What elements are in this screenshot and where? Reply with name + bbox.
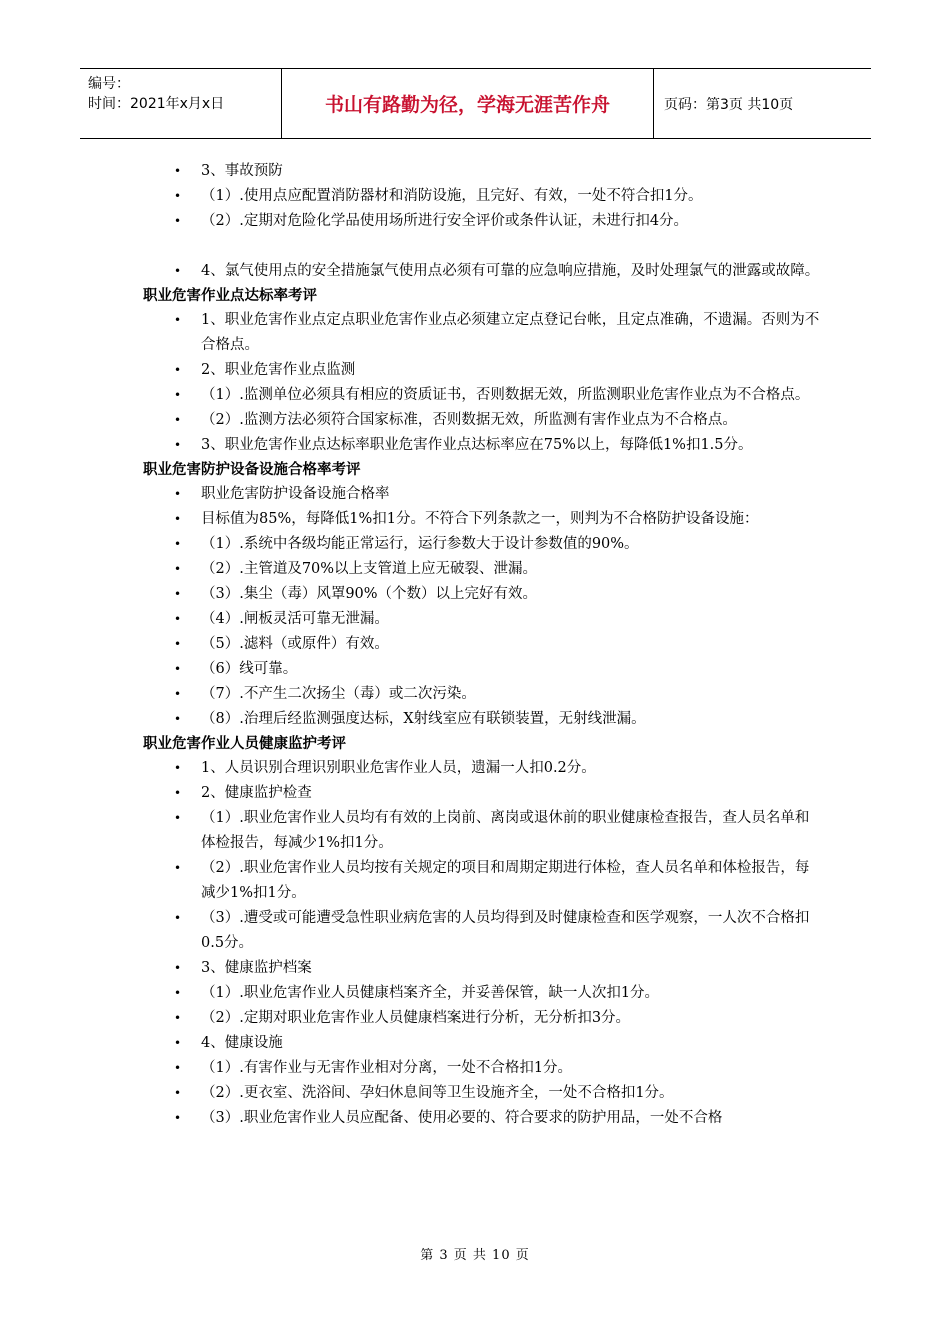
list-item-text: 目标值为85%，每降低1%扣1分。不符合下列条款之一，则判为不合格防护设备设施：: [201, 511, 759, 527]
bullet-icon: •: [174, 911, 182, 925]
list-item-text: （1）.系统中各级均能正常运行，运行参数大于设计参数值的90%。: [201, 536, 639, 552]
list-item-text: （2）.定期对职业危害作业人员健康档案进行分析，无分析扣3分。: [201, 1010, 631, 1026]
list-item-text: （6）线可靠。: [201, 661, 298, 677]
document-code-label: 编号：: [88, 76, 130, 92]
list-item: [143, 607, 823, 632]
bullet-icon: •: [174, 537, 182, 551]
list-item: [143, 956, 823, 981]
list-item-text: （2）.监测方法必须符合国家标准，否则数据无效，所监测有害作业点为不合格点。: [201, 412, 737, 428]
list-item-text: （1）.职业危害作业人员健康档案齐全，并妥善保管，缺一人次扣1分。: [201, 985, 660, 1001]
list-item-text: 3、健康监护档案: [201, 960, 312, 976]
bullet-icon: •: [174, 363, 182, 377]
header-meta: [80, 69, 282, 138]
list-item: [143, 433, 823, 458]
bullet-icon: •: [174, 562, 182, 576]
list-item: [143, 532, 823, 557]
bullet-icon: •: [174, 612, 182, 626]
list-item-text: 2、健康监护检查: [201, 785, 312, 801]
bullet-icon: •: [174, 388, 182, 402]
bullet-icon: •: [174, 313, 182, 327]
list-item-text: （2）.定期对危险化学品使用场所进行安全评价或条件认证，未进行扣4分。: [201, 213, 689, 229]
bullet-icon: •: [174, 1111, 182, 1125]
list-item-text: 1、职业危害作业点定点职业危害作业点必须建立定点登记台帐，且定点准确，不遗漏。否则为不合格点。: [201, 312, 820, 353]
bullet-icon: •: [174, 512, 182, 526]
list-item: [143, 582, 823, 607]
section-heading: 职业危害防护设备设施合格率考评: [143, 462, 361, 478]
bullet-icon: •: [174, 811, 182, 825]
list-item-text: （5）.滤料（或原件）有效。: [201, 636, 389, 652]
list-item: [143, 408, 823, 433]
list-item-text: （3）.职业危害作业人员应配备、使用必要的、符合要求的防护用品，一处不合格: [201, 1110, 723, 1126]
header-motto: 书山有路勤为径，学海无涯苦作舟: [282, 69, 654, 138]
bullet-icon: •: [174, 861, 182, 875]
list-item: [143, 981, 823, 1006]
list-item-text: 3、职业危害作业点达标率职业危害作业点达标率应在75%以上，每降低1%扣1.5分。: [201, 437, 753, 453]
list-item-text: 4、健康设施: [201, 1035, 283, 1051]
bullet-icon: •: [174, 189, 182, 203]
list-item: [143, 856, 823, 906]
list-item-text: （2）.更衣室、洗浴间、孕妇休息间等卫生设施齐全，一处不合格扣1分。: [201, 1085, 674, 1101]
list-item-text: （1）.有害作业与无害作业相对分离，一处不合格扣1分。: [201, 1060, 573, 1076]
bullet-icon: •: [174, 637, 182, 651]
list-item: [143, 781, 823, 806]
bullet-icon: •: [174, 761, 182, 775]
list-item-text: （7）.不产生二次扬尘（毒）或二次污染。: [201, 686, 476, 702]
bullet-icon: •: [174, 487, 182, 501]
list-item-text: 1、人员识别合理识别职业危害作业人员，遗漏一人扣0.2分。: [201, 760, 596, 776]
list-item-text: 4、氯气使用点的安全措施氯气使用点必须有可靠的应急响应措施，及时处理氯气的泄露或故障。: [201, 263, 820, 279]
list-item-text: （8）.治理后经监测强度达标，X射线室应有联锁装置，无射线泄漏。: [201, 711, 646, 727]
list-item-text: 3、事故预防: [201, 163, 283, 179]
list-item: [143, 557, 823, 582]
list-item: [143, 682, 823, 707]
header-page-info: 页码：第3页 共10页: [664, 96, 794, 113]
bullet-icon: •: [174, 687, 182, 701]
bullet-icon: •: [174, 438, 182, 452]
list-item-text: 2、职业危害作业点监测: [201, 362, 356, 378]
bullet-icon: •: [174, 587, 182, 601]
list-item: [143, 1106, 823, 1131]
list-item: [143, 906, 823, 956]
bullet-icon: •: [174, 1011, 182, 1025]
bullet-icon: •: [174, 1061, 182, 1075]
list-item: [143, 657, 823, 682]
list-item: [143, 1056, 823, 1081]
list-item: [143, 1006, 823, 1031]
list-item-text: （3）.集尘（毒）风罩90%（个数）以上完好有效。: [201, 586, 538, 602]
list-item: [143, 358, 823, 383]
page-footer: 第 3 页 共 10 页: [420, 1248, 530, 1263]
list-item: [143, 707, 823, 732]
list-item: [143, 259, 823, 284]
bullet-icon: •: [174, 413, 182, 427]
list-item-text: （2）.主管道及70%以上支管道上应无破裂、泄漏。: [201, 561, 538, 577]
bullet-icon: •: [174, 961, 182, 975]
list-item: [143, 632, 823, 657]
list-item: [143, 507, 823, 532]
list-item: [143, 482, 823, 507]
document-date-label: 时间：2021年x月x日: [88, 96, 225, 112]
list-item: [143, 308, 823, 358]
list-item-text: （4）.闸板灵活可靠无泄漏。: [201, 611, 389, 627]
section-heading: 职业危害作业点达标率考评: [143, 288, 317, 304]
list-item: [143, 159, 823, 184]
document-body: [143, 159, 823, 1131]
section-heading: 职业危害作业人员健康监护考评: [143, 736, 346, 752]
list-item-text: 职业危害防护设备设施合格率: [201, 486, 390, 502]
bullet-icon: •: [174, 1036, 182, 1050]
list-item: [143, 756, 823, 781]
list-item-text: （1）.监测单位必须具有相应的资质证书，否则数据无效，所监测职业危害作业点为不合格点。: [201, 387, 810, 403]
bullet-icon: •: [174, 786, 182, 800]
bullet-icon: •: [174, 1086, 182, 1100]
list-item-text: （3）.遭受或可能遭受急性职业病危害的人员均得到及时健康检查和医学观察，一人次不合格扣0.5分。: [201, 910, 810, 951]
bullet-icon: •: [174, 214, 182, 228]
list-item-text: （1）.职业危害作业人员均有有效的上岗前、离岗或退休前的职业健康检查报告，查人员名单和体检报告，每减少1%扣1分。: [201, 810, 810, 851]
bullet-icon: •: [174, 662, 182, 676]
list-item: [143, 1031, 823, 1056]
list-item: [143, 209, 823, 234]
bullet-icon: •: [174, 164, 182, 178]
list-item: [143, 1081, 823, 1106]
list-item: [143, 806, 823, 856]
page-header: [80, 68, 871, 139]
bullet-icon: •: [174, 264, 182, 278]
list-item: [143, 383, 823, 408]
list-item-text: （1）.使用点应配置消防器材和消防设施，且完好、有效，一处不符合扣1分。: [201, 188, 703, 204]
list-item: [143, 184, 823, 209]
list-item-text: （2）.职业危害作业人员均按有关规定的项目和周期定期进行体检，查人员名单和体检报告，每减少1%扣1分。: [201, 860, 810, 901]
bullet-icon: •: [174, 712, 182, 726]
bullet-icon: •: [174, 986, 182, 1000]
